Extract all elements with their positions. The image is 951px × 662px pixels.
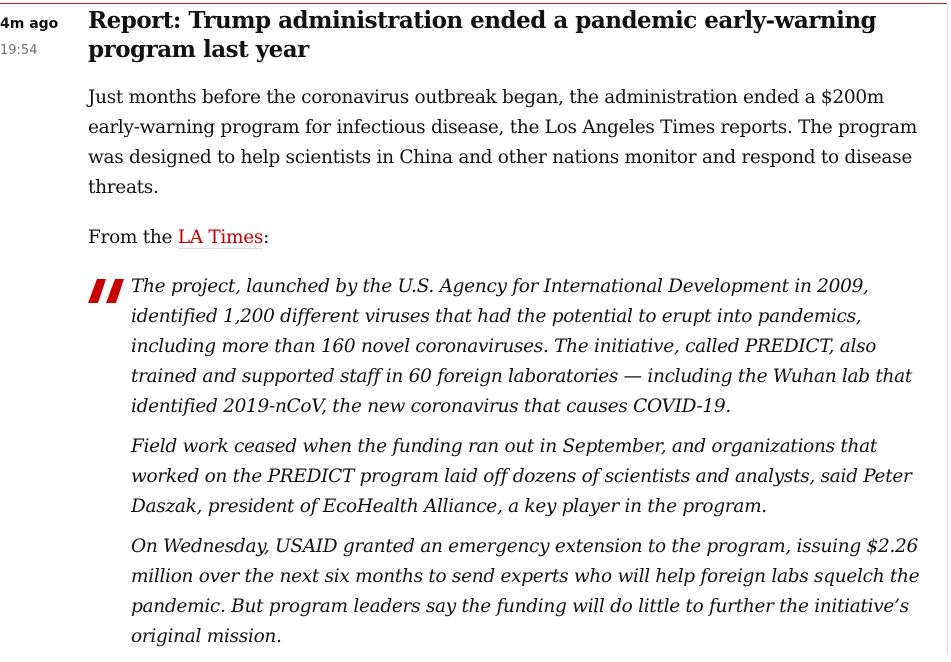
block-top-rule xyxy=(0,3,948,4)
clock-time: 19:54 xyxy=(0,43,38,58)
live-blog-post xyxy=(88,6,938,662)
blockquote xyxy=(88,272,938,652)
intro-paragraph: Just months before the coronavirus outbreak began, the administration ended a $200m early-warning program for infectious disease, the Los Angeles Times reports. The program was designed to help scientists in China and other nations monitor and respond to disease threats. xyxy=(88,87,917,198)
quote-paragraph-1: The project, launched by the U.S. Agency for International Development in 2009, identified 1,200 different viruses that had the potential to erupt into pandemics, including more than 160 novel coronaviruses. The initiative, called PREDICT, also trained and supported staff in 60 foreign laboratories — including the Wuhan lab that identified 2019-nCoV, the new coronavirus that causes COVID-19. xyxy=(131,276,912,417)
quote-paragraph-3: On Wednesday, USAID granted an emergency extension to the program, issuing $2.26 million over the next six months to send experts who will help foreign labs squelch the pandemic. But program leaders say the funding will do little to further the initiative’s original mission. xyxy=(131,536,920,647)
source-suffix: : xyxy=(263,227,270,248)
source-paragraph xyxy=(88,223,938,253)
quote-icon xyxy=(88,279,124,303)
relative-timestamp-link[interactable]: 4m ago xyxy=(0,16,59,32)
la-times-link[interactable]: LA Times xyxy=(177,227,264,248)
post-headline: Report: Trump administration ended a pandemic early-warning program last year xyxy=(88,7,877,63)
post-meta xyxy=(0,14,80,60)
column-divider xyxy=(947,3,948,654)
source-prefix: From the xyxy=(88,227,178,248)
quote-paragraph-2: Field work ceased when the funding ran out in September, and organizations that worked on the PREDICT program laid off dozens of scientists and analysts, said Peter Daszak, president of EcoHealth Alliance, a key player in the program. xyxy=(131,436,912,517)
